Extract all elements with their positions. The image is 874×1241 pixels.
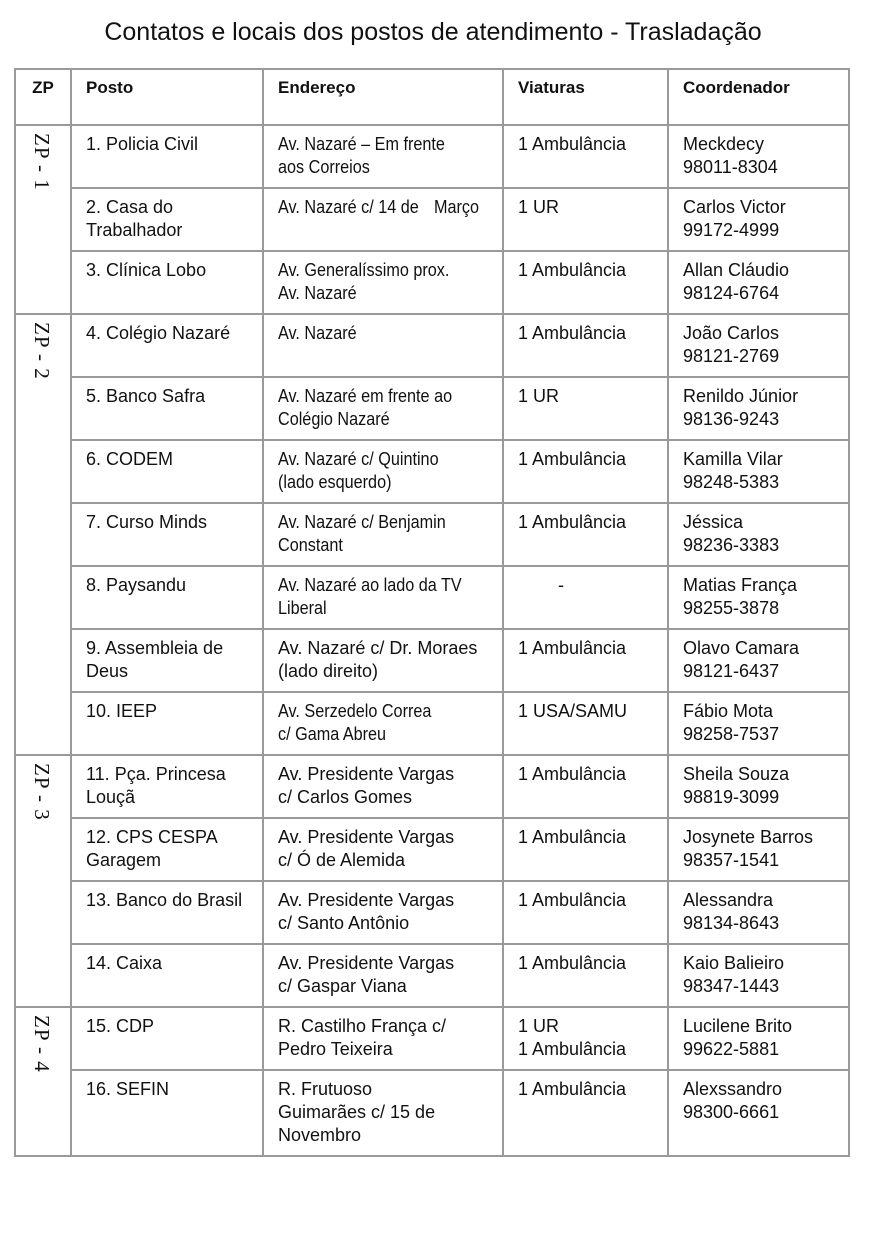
viatura-line-1: 1 Ambulância xyxy=(518,323,627,343)
coordenador-phone: 99172-4999 xyxy=(683,220,780,240)
zone-label: ZP - 4 xyxy=(30,1015,54,1073)
endereco-line-1: Av. Presidente Vargas xyxy=(278,890,455,910)
coordenador-name: Alexssandro xyxy=(683,1079,783,1099)
coordenador-phone: 98136-9243 xyxy=(683,409,780,429)
endereco-cell xyxy=(263,314,503,377)
coordenador-phone: 98258-7537 xyxy=(683,724,780,744)
endereco-line-1: Av. Nazaré c/ Quintino xyxy=(278,449,439,469)
endereco-line-2: Av. Nazaré xyxy=(278,283,357,303)
endereco-cell xyxy=(263,629,503,692)
viaturas-cell xyxy=(503,377,668,440)
coordenador-cell xyxy=(668,251,849,314)
viatura-line-1: 1 UR xyxy=(518,1016,560,1036)
coordenador-cell xyxy=(668,566,849,629)
viatura-line-1: 1 Ambulância xyxy=(518,449,627,469)
endereco-line-1: R. Castilho França c/ xyxy=(278,1016,447,1036)
viatura-line-1: 1 USA/SAMU xyxy=(518,701,628,721)
endereco-cell xyxy=(263,503,503,566)
endereco-line-1: R. Frutuoso xyxy=(278,1079,373,1099)
viaturas-cell xyxy=(503,440,668,503)
coordenador-phone: 99622-5881 xyxy=(683,1039,780,1059)
coordenador-name: Matias França xyxy=(683,575,798,595)
endereco-line-1: Av. Nazaré xyxy=(278,323,357,343)
endereco-line-2: Liberal xyxy=(278,598,327,618)
coordenador-phone: 98819-3099 xyxy=(683,787,780,807)
header-posto: Posto xyxy=(71,69,263,125)
posto-cell: 13. Banco do Brasil xyxy=(71,881,263,944)
viatura-line-1: 1 Ambulância xyxy=(518,953,627,973)
endereco-line-2: aos Correios xyxy=(278,157,370,177)
viatura-line-1: 1 UR xyxy=(518,386,560,406)
posto-cell: 8. Paysandu xyxy=(71,566,263,629)
viatura-line-1: 1 Ambulância xyxy=(518,134,627,154)
endereco-line-2: Guimarães c/ 15 de Novembro xyxy=(278,1102,436,1145)
page-title: Contatos e locais dos postos de atendimento - Trasladação xyxy=(104,18,762,46)
viatura-line-1: 1 Ambulância xyxy=(518,827,627,847)
coordenador-phone: 98347-1443 xyxy=(683,976,780,996)
table-row xyxy=(15,440,849,503)
endereco-line-2: c/ Ó de Alemida xyxy=(278,850,406,870)
coordenador-phone: 98248-5383 xyxy=(683,472,780,492)
table-row xyxy=(15,125,849,188)
table-row xyxy=(15,188,849,251)
table-row xyxy=(15,881,849,944)
coordenador-name: Kaio Balieiro xyxy=(683,953,785,973)
coordenador-phone: 98121-6437 xyxy=(683,661,780,681)
endereco-line-1: Av. Nazaré c/ Benjamin xyxy=(278,512,446,532)
coordenador-phone: 98124-6764 xyxy=(683,283,780,303)
coordenador-name: Renildo Júnior xyxy=(683,386,799,406)
coordenador-name: João Carlos xyxy=(683,323,780,343)
viaturas-cell xyxy=(503,125,668,188)
viaturas-cell xyxy=(503,188,668,251)
viaturas-cell xyxy=(503,881,668,944)
coordenador-cell xyxy=(668,314,849,377)
posto-cell: 15. CDP xyxy=(71,1007,263,1070)
zone-label: ZP - 1 xyxy=(30,133,54,191)
header-coordenador: Coordenador xyxy=(668,69,849,125)
posto-cell: 16. SEFIN xyxy=(71,1070,263,1156)
posto-cell: 9. Assembleia de Deus xyxy=(71,629,263,692)
header-endereco: Endereço xyxy=(263,69,503,125)
coordenador-name: Allan Cláudio xyxy=(683,260,790,280)
posto-cell: 5. Banco Safra xyxy=(71,377,263,440)
coordenador-cell xyxy=(668,503,849,566)
viaturas-cell xyxy=(503,818,668,881)
coordenador-phone: 98121-2769 xyxy=(683,346,780,366)
table-body xyxy=(15,125,849,1156)
endereco-cell xyxy=(263,125,503,188)
endereco-cell xyxy=(263,1070,503,1156)
coordenador-phone: 98300-6661 xyxy=(683,1102,780,1122)
endereco-line-2: c/ Carlos Gomes xyxy=(278,787,413,807)
endereco-line-1: Av. Nazaré c/ 14 de xyxy=(278,197,419,217)
endereco-line-2: c/ Santo Antônio xyxy=(278,913,410,933)
posto-cell: 7. Curso Minds xyxy=(71,503,263,566)
endereco-cell xyxy=(263,692,503,755)
coordenador-name: Carlos Victor xyxy=(683,197,786,217)
viatura-line-1: 1 Ambulância xyxy=(518,890,627,910)
viatura-line-2: 1 Ambulância xyxy=(518,1039,627,1059)
endereco-cell xyxy=(263,440,503,503)
coordenador-cell xyxy=(668,944,849,1007)
table-row xyxy=(15,692,849,755)
viaturas-cell xyxy=(503,1070,668,1156)
coordenador-cell xyxy=(668,629,849,692)
table-row xyxy=(15,314,849,377)
endereco-cell xyxy=(263,188,503,251)
coordenador-name: Fábio Mota xyxy=(683,701,774,721)
posto-cell: 3. Clínica Lobo xyxy=(71,251,263,314)
viatura-line-1: - xyxy=(558,575,564,595)
coordenador-cell xyxy=(668,692,849,755)
endereco-cell xyxy=(263,755,503,818)
endereco-line-1: Av. Nazaré ao lado da TV xyxy=(278,575,462,595)
endereco-cell xyxy=(263,1007,503,1070)
coordenador-cell xyxy=(668,188,849,251)
table-row xyxy=(15,755,849,818)
contacts-table xyxy=(14,68,850,1157)
coordenador-phone: 98236-3383 xyxy=(683,535,780,555)
table-row xyxy=(15,629,849,692)
viaturas-cell xyxy=(503,566,668,629)
viaturas-cell xyxy=(503,314,668,377)
viaturas-cell xyxy=(503,944,668,1007)
coordenador-name: Olavo Camara xyxy=(683,638,800,658)
endereco-line-2: Colégio Nazaré xyxy=(278,409,390,429)
coordenador-cell xyxy=(668,818,849,881)
endereco-cell xyxy=(263,251,503,314)
viaturas-cell xyxy=(503,1007,668,1070)
table-row xyxy=(15,1070,849,1156)
coordenador-phone: 98357-1541 xyxy=(683,850,780,870)
endereco-line-1: Av. Presidente Vargas xyxy=(278,827,455,847)
posto-cell: 10. IEEP xyxy=(71,692,263,755)
endereco-line-2: c/ Gama Abreu xyxy=(278,724,387,744)
table-row xyxy=(15,944,849,1007)
endereco-cell xyxy=(263,818,503,881)
viaturas-cell xyxy=(503,251,668,314)
endereco-line-2: Março xyxy=(434,197,480,217)
coordenador-name: Jéssica xyxy=(683,512,744,532)
zone-label-cell xyxy=(15,1007,71,1156)
viaturas-cell xyxy=(503,755,668,818)
endereco-cell xyxy=(263,881,503,944)
endereco-line-2: c/ Gaspar Viana xyxy=(278,976,407,996)
coordenador-name: Sheila Souza xyxy=(683,764,790,784)
table-row xyxy=(15,566,849,629)
zone-label-cell xyxy=(15,125,71,314)
coordenador-cell xyxy=(668,1007,849,1070)
endereco-line-1: Av. Presidente Vargas xyxy=(278,764,455,784)
endereco-line-1: Av. Presidente Vargas xyxy=(278,953,455,973)
coordenador-cell xyxy=(668,377,849,440)
coordenador-cell xyxy=(668,755,849,818)
zone-label: ZP - 2 xyxy=(30,322,54,380)
endereco-line-2: Pedro Teixeira xyxy=(278,1039,393,1059)
zone-label: ZP - 3 xyxy=(30,763,54,821)
coordenador-cell xyxy=(668,881,849,944)
posto-cell: 6. CODEM xyxy=(71,440,263,503)
coordenador-phone: 98134-8643 xyxy=(683,913,780,933)
endereco-line-1: Av. Generalíssimo prox. xyxy=(278,260,450,280)
posto-cell: 2. Casa do Trabalhador xyxy=(71,188,263,251)
posto-cell: 11. Pça. Princesa Louçã xyxy=(71,755,263,818)
viatura-line-1: 1 UR xyxy=(518,197,560,217)
zone-label-cell xyxy=(15,755,71,1007)
table-row xyxy=(15,1007,849,1070)
table-header-row xyxy=(15,69,849,125)
endereco-line-2: (lado direito) xyxy=(278,661,379,681)
viatura-line-1: 1 Ambulância xyxy=(518,260,627,280)
viaturas-cell xyxy=(503,692,668,755)
zone-label-cell xyxy=(15,314,71,755)
endereco-line-1: Av. Nazaré – Em frente xyxy=(278,134,445,154)
endereco-cell xyxy=(263,566,503,629)
posto-cell: 14. Caixa xyxy=(71,944,263,1007)
coordenador-cell xyxy=(668,1070,849,1156)
header-viaturas: Viaturas xyxy=(503,69,668,125)
viaturas-cell xyxy=(503,503,668,566)
posto-cell: 1. Policia Civil xyxy=(71,125,263,188)
coordenador-phone: 98255-3878 xyxy=(683,598,780,618)
endereco-cell xyxy=(263,377,503,440)
viatura-line-1: 1 Ambulância xyxy=(518,512,627,532)
table-row xyxy=(15,503,849,566)
endereco-line-1: Av. Nazaré em frente ao xyxy=(278,386,453,406)
endereco-line-1: Av. Serzedelo Correa xyxy=(278,701,432,721)
header-zp: ZP xyxy=(15,69,71,125)
viatura-line-1: 1 Ambulância xyxy=(518,1079,627,1099)
posto-cell: 4. Colégio Nazaré xyxy=(71,314,263,377)
table-row xyxy=(15,377,849,440)
coordenador-name: Meckdecy xyxy=(683,134,765,154)
table-row xyxy=(15,251,849,314)
viaturas-cell xyxy=(503,629,668,692)
posto-cell: 12. CPS CESPA Garagem xyxy=(71,818,263,881)
coordenador-cell xyxy=(668,125,849,188)
coordenador-name: Kamilla Vilar xyxy=(683,449,783,469)
coordenador-name: Alessandra xyxy=(683,890,774,910)
viatura-line-1: 1 Ambulância xyxy=(518,764,627,784)
coordenador-name: Josynete Barros xyxy=(683,827,814,847)
endereco-line-1: Av. Nazaré c/ Dr. Moraes xyxy=(278,638,478,658)
coordenador-cell xyxy=(668,440,849,503)
viatura-line-1: 1 Ambulância xyxy=(518,638,627,658)
coordenador-name: Lucilene Brito xyxy=(683,1016,793,1036)
table-row xyxy=(15,818,849,881)
endereco-cell xyxy=(263,944,503,1007)
coordenador-phone: 98011-8304 xyxy=(683,157,778,177)
endereco-line-2: Constant xyxy=(278,535,343,555)
endereco-line-2: (lado esquerdo) xyxy=(278,472,392,492)
